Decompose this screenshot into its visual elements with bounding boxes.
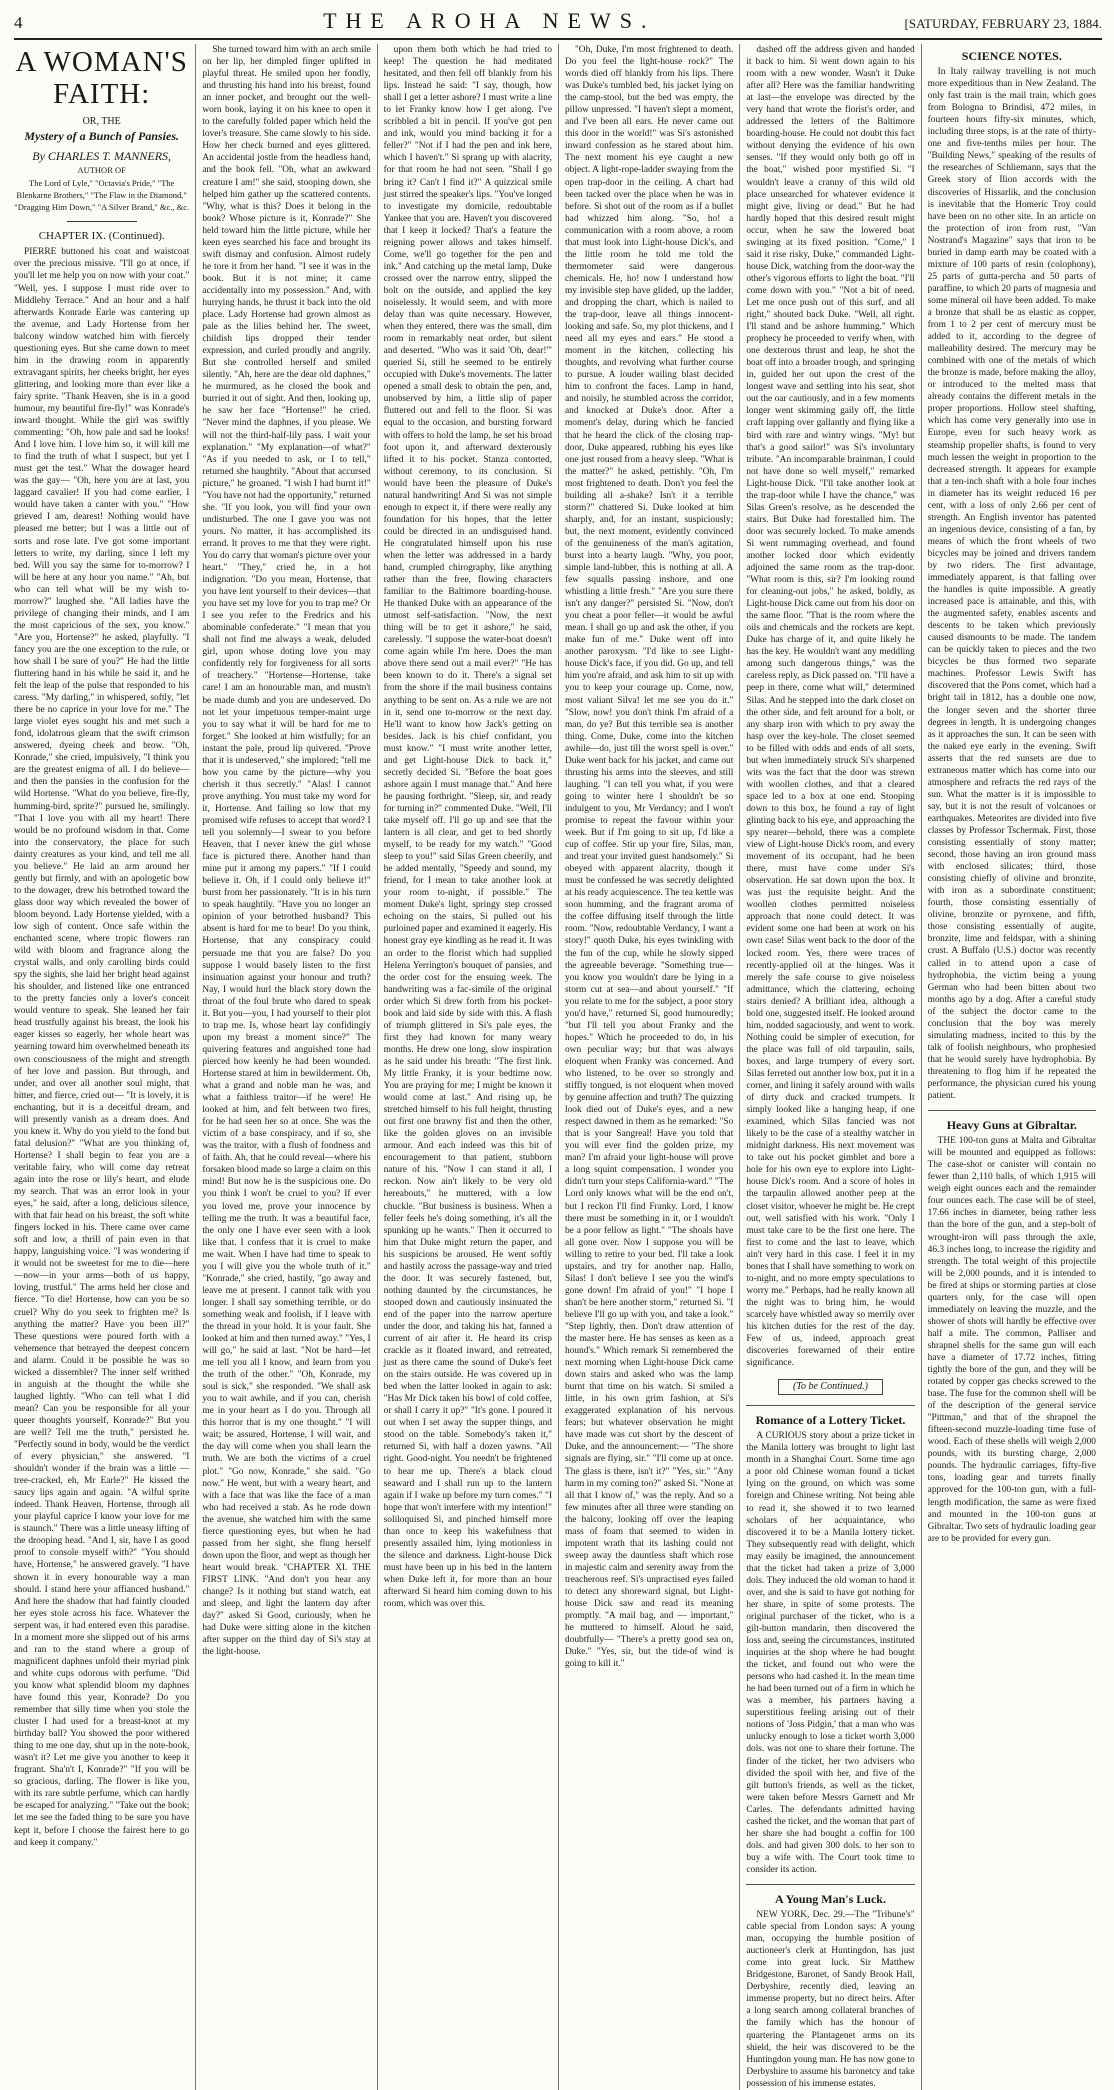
story-body-col5: dashed off the address given and handed it back to him. Si went down again to his room with a new wonder. Wasn't it Duke after all? Here was the familiar handwriting at last—the envelope was directed by the very hand that wrote the florist's order, and addressed the letters of the Baltimore boarding-house. He could not doubt this fact without denying the evidence of his own senses. "If they would only both go off in the boat," wished poor mystified Si. "I wouldn't leave a cranny of this wild old place unsearched for whatever evidence it might give, living or dead." But he had hardly hoped that this desired result might occur, when he saw the lowered boat swinging at its fixed position. "Come," I said it rise risky, Duke," commanded Light-house Dick, watching from the door-way the other's vigorous efforts to light the boat. "I'll come down with you." "Not a bit of need. Let me once push out of this surf, and all right," shouted back Duke. "Well, all right. I'll stand and be ashore humming." Which prophecy he proceeded to verify when, with one dexterous thrust and leap, he shot the boat off into a broader trough, and springing in, guided her out upon the crest of the longest wave and settling into his seat, shot out the oar cautiously, and in a few moments longer went skimming gaily off, the little craft lapping over gallantly and flying like a bird with rare and wintry wings. "My! but that's a good sailor!" was Si's involuntary tribute. "An incomparable brainman, I could not have done so well myself," remarked Light-house Dick. "I'll take another look at the trap-door while I have the chance," was Silas Green's resolve, as he descended the stairs. But Duke had forestalled him. The door was securely locked. To make amends Si went rummaging overhead, and found another locked door which evidently adjoined the same room as the trap-door. "What room is this, sir? I'm looking round for cleaning-out jobs," he asked, boldly, as Light-house Dick came out from his door on the same floor. "That is the room where the oils and chemicals and the rockets are kept. Duke has charge of it, and quite likely he has the key. He wouldn't want any meddling among such dangerous things," was the careless reply, as Dick passed on. "I'll have a peep in there, come what will," determined Silas. And he stepped into the dark closet on the other side, and felt around for a bolt, or any sharp iron with which to pry away the hasp over the key-hole. The closet seemed to be filled with odds and ends of all sorts, but when immediately struck Si's sharpened wits was the fact that the door was strewn with woollen clothes, and that a cleared space led to a box at one end. Stooping down to this box, he found a ray of light glinting back to his eye, and approaching the spy nearer—behold, there was a complete view of Light-house Dick's room, and every movement of its occupant, had he been there, must have come under Si's observation. He sat down upon the box. It was just the requisite height. And the woollen clothes permitted noiseless approach that none could detect. It was evident some one had been at work on his own case! Silas went back to the door of the locked room. Yes, there were traces of recently-applied oil at the hinges. Was it merely the safe course to give noiseless admittance, which the clattering, echoing stairs denied? A brilliant idea, although a bold one, suggested itself. He looked around him, nodded sagaciously, and went to work. Nothing could be simpler of execution, for the place was full of old tarpaulin, sails, boxes, and large trumpery of every sort. Silas ferreted out another low box, put it in a corner, and lining it safely around with walls of dirty duck and cracked trumpets. It simply looked like a hanging heap, if one examined, which Silas fancied was not likely to be the case of a stealthy watcher in midnight darkness. His next movement was to take out his pocket gimblet and bore a hole for his own eye to explore into Light-house Dick's room. And a score of holes in the tarpaulin allowed another peep at the closet visitor, whoever he might be. He crept out, well satisfied with his work. "Only I must take care to be the first one here. The first to come and the last to leave, which ain't very hard in this case. I feel it in my bones that I shall have something to work on to-night, and no more empty speculations to worry me." Perhaps, had he really known all the night was to bring him, he would scarcely have whistled away so merrily over his kitchen duties for the rest of the day. Few of us, indeed, approach great discoveries forewarned of their entire significance. bbox=[746, 45, 915, 1369]
story-body-col2: She turned toward him with an arch smile on her lip, her dimpled finger uplifted in playful threat. He smiled upon her fondly, and thrusting his hand into his breast, found an inner pocket, and brought out the well-worn book, laying it on his knee to open it to the carefully folded paper which held the lover's treasure. She came slowly to his side. How her check burned and eyes glittered. An accidental jostle from the headless hand, and the book fell. "Oh, what an awkward creature I am!" she said, stooping down, she helped him gather up the scattered contents. "Why, what is this? Does it belong in the book? Whose picture is it, Konrade?" She held toward him the little picture, while her keen eyes searched his face and brought its swift dismay and confusion. Almost rudely he tore it from her hand. "I see it was in the book. But it is not mine; it came accidentally into my possession." And, with hurrying hands, he thrust it back into the old place. Lady Hortense had grown almost as pale as the lilies behind her. The sweet, childish lips dropped their tender expression, and curled proudly and angrily. But she controlled herself and smiled silently. "Ah, here are the dear old daphnes," he murmured, as he closed the book and burried it out of sight. And then, looking up, he saw her face "Hortense!" he cried. "Never mind the daphnes, if you please. We will not the third-half-lily pass. I wait your explanation." "My explanation—of what?" "As if you needed to ask, or I to tell," returned she haughtily. "About that accursed picture," he groaned. "I wish I had burnt it!" "You have not had the opportunity," returned she. "If you look, you will find your own undisturbed. The one I gave you was not yours. No matter, it has accomplished its errand. It proves to me that they were right. You do carry that woman's picture over your heart." "They," cried he, in a hot indignation. "Do you mean, Hortense, that you have lent yourself to their devices—that you have set my love for you to trap me? Or I see you refer to the Fredrics and his abominable confederate." "I mean that you shall not find me always a weak, deluded girl, upon whose doting love you may confidently rely for forgiveness for all sorts of treachery." "Hortense—Hortense, take care! I am an honourable man, and mustn't be made dumb and you are undeserved. Do not let your impetuous temper-maint urge you to say what it will be hard for me to forget." She looked at him wistfully; for an instant the pale, proud lip quivered. "Prove that it is undeserved," she implored; "tell me how you came by the picture—why you cherish it thus secretly." "Alas! I cannot prove anything. You must take my word for it, Hortense. And failing so low that my promised wife refuses to accept that word? I tell you solemnly—I swear to you before Heaven, that I never knew the girl whose face is pictured there. Another hand than mine put it among my papers." "If I could believe it. Oh, if I could only believe it!" burst from her passionately. "It is in his turn to speak haughtily. "Have you no longer an opinion of your betrothed husband? This absent is hard for me to bear! Do you think, Hortense, that any conspiracy could persuade me that you are false? Do you suppose I would basely listen to the first insinuation against your honour and truth? Nay, I would hurl the black story down the throat of the foul brute who dared to speak it. But you—you, I had yourself to their plot to trap me. Is, whose heart lay confidingly upon my breast a moment since?" The quivering features and anguished tone had pierced how keenly he had been wounded. Hortense stared at him in bewilderment. Oh, what a grand and noble man he was, and what a faithless traitor—if he were! He looked at him, and felt between two fires, for he had seen her so at once. She was the victim of a base conspiracy, and if so, she was the traitor, with a flush of fondness and of faith. Ah, that he could reveal—where his forsaken blood made so large a claim on this mind! But now he is the suspicious one. Do you think I won't be cruel to you? If ever you loved me, prove your innocence by telling me the truth. It was a beautiful face, the only one I have ever seen with a look like that. I confess that it is cruel to make me wait. When I have had time to speak to you I will give you the whole truth of it." "Konrade," she cried, hastily, "go away and leave me at present. I cannot talk with you longer. I shall say something terrible, or do something weak and foolish, if I leave with the thread in your hold. It is your fault. She looked at him and then turned away." "Yes, I will go," he said at last. "Not be hard—let me tell you all I know, and learn from you the truth of the other." "Oh, Konrade, my soul is sick," she responded. "We shall ask you to wait awhile, and if you can, cherish me in your heart as I do you. Through all this horror that is my one thought." "I will wait; be assured, Hortense, I will wait, and the day will come when you shall learn the truth. We are both the victims of a cruel plot." "Go now, Konrade," she said. "Go now." He went, but with a weary heart, and with a face that was like the face of a man who had received a stab. As he rode down the avenue, she watched him with the same fierce questioning eyes, but when he had passed from her sight, she flung herself down upon the floor, and wept as though her heart would break. "CHAPTER XI. THE FIRST LINK. "And don't you hear any change? Is it nothing but stand watch, eat and sleep, and light the lantern day after day?" asked Si Good, curiously, when he had Duke were sitting alone in the kitchen after supper on the third day of Si's stay at the light-house. bbox=[202, 45, 371, 1658]
divider bbox=[746, 1884, 914, 1885]
column-5 bbox=[739, 44, 920, 2090]
column-4 bbox=[558, 44, 739, 2090]
science-body: In Italy railway travelling is not much more expeditious than in New Zealand. The only fast train is the mail train, which goes from Bologna to Brindisi, 472 miles, in fourteen hours fifty-six minutes, which, including three stops, is at the rate of thirty-one and five-tenths miles per hour. The "Building News," speaking of the results of the researches of Schliemann, says that the Greek story of Ilion accords with the discoveries of Hissarlik, and the conclusion is inevitable that the Homeric Troy could have been on no other site. In an article on the protection of iron from rust, "Van Nostrand's Magazine" says that iron to be buried in damp earth may be coated with a mixture of 100 parts of resin (colophony), 25 parts of gutta-percha and 50 parts of paraffine, to which 20 parts of magnesia and some mineral oil have been added. To make a bronze that shall be as elastic as copper, from 1 to 2 per cent of mercury must be added to it, according to the degree of malleability desired. The mercury may be combined with one of the metals of which the bronze is made, before making the alloy, or introduced to the melted mass that already contains the different metals in the proper proportions. Hollow steel shafting, which has come very generally into use in Europe, even for such heavy work as steamship propeller shafts, is found to very much lessen the weight in proportion to the decreased strength. It appears for example that a ten-inch shaft with a hole four inches in diameter has its weight reduced 16 per cent, with a loss of only 2.66 per cent of strength. An English inventor has patented an ingenious device, consisting of a fan, by means of which the front wheels of two bicycles may be joined and drivers tandem by two riders. The first advantage, immediately apparent, is that falling over the handles is quite impossible. A greatly increased pace is attainable, and this, with the augmented safety, enables ascents and descents to be taken which previously caused dismounts to be made. The tandem can be quickly taken to pieces and the two bicycles be thus formed two separate machines. Professor Lewis Swift has discovered that the Pons comet, which had a bright tail in 1812, has a double one now, the longer seven and the shorter three degrees in length. It is undergoing changes as it approaches the sun. It can be seen with the naked eye early in the evening. Swift asserts that the red sunsets are due to extraneous matter which has come into our atmosphere and refracts the red rays of the sun. What the matter is it is impossible to say, but it is not the result of volcanoes or earthquakes. Meteorites are divided into five classes by Professor Tschermak. First, those consisting essentially of stony matter; second, those having an iron ground mass with enclosed silicates; third, those consisting chiefly of olivine and bronzite, with iron as a subordinate constituent; fourth, those consisting essentially of olivine, bronzite or pyroxene, and fifth, those consisting essentially of augite, bronzite, lime and feldspar, with a shining crust. A Buffalo (U.S.) doctor was recently called in to attend upon a case of hydrophobia, the victim being a young German who had been bitten about two months ago by a dog. After a careful study of the subject the doctor came to the conclusion that the boy was merely simulating madness, incited to this by the talk of foolish neighbours, who prophesied that he would surely have hydrophobia. By threatening to flog him if he repeated the performance, the physician cured his young patient. bbox=[927, 67, 1096, 1102]
to-be-continued: (To be Continued.) bbox=[778, 1379, 883, 1395]
story-body-col3: upon them both which he had tried to keep! The question he had meditated hesitated, and then fell off blankly from his lips. Instead he said: "I say, though, how shall I get a letter ashore? I must write a line to let Franky know how I get along. I've scribbled a bit in pencil. If you've got pen and ink, would you mind backing it for a feller?" "Not if I had the pen and ink here, which I haven't." Si sprang up with alacrity, for that room he had not seen. "Shall I go bring it? Can't I find it?" A quizzical smile just stirred the speaker's lips. "You've longed to investigate my domicile, redoubtable Yankee that you are. Haven't you discovered that I keep it locked? That's a feature the reigning power allows and takes himself. Come, we'll go together for the pen and ink." And catching up the metal lamp, Duke crossed over the narrow entry, slipped the bolt on the outside, and applied the key noiselessly. It would seem, and with more delay than was quite necessary. However, when they entered, there was the small, dim room in remarkably neat order, but silent and deserted. "Who was it said 'Oh, dear!'" queried Si, still he seemed to be entirely occupied with Duke's movements. The latter opened a small desk to obtain the pen, and, unobserved by him, a little slip of paper fluttered out and fell to the floor. Si was equal to the occasion, and bursting forward with offers to hold the lamp, he set his broad foot upon it, and afterward dexterously lifted it to his pocket. Stanza contorted, without ceremony, to its conclusion. Si would have been the pleasure of Duke's natural handwriting! And Si was not simple enough to expect it, if there were really any foundation for his hopes, that the letter could be directed in an undisguised hand. He congratulated himself upon his ruse when the letter was addressed in a hardy hand, crumpled chirography, like anything rather than the free, flowing characters familiar to the Baltimore boarding-house. He thanked Duke with an appearance of the utmost self-satisfaction. "Now, the next thing will be to get it ashore," he said, carelessly. "I suppose the water-boat doesn't come again while I'm here. Does the man above there send out a mail ever?" "He has been known to do it. There's a signal set from the shore if the mail business contains anything to be sent on. As a rule we are not in it, send one to-morrow or the next day. He'll want to know how Jack's getting on besides. Jack is his chief confidant, you must know." "I must write another letter, and get Light-house Dick to back it," secretly decided Si. "Before the boat goes ashore again I must manage that." And here he pausing forthright. "Sleep, sir, and ready for turning in?" commented Duke. "Well, I'll take myself off. I'll go up and see that the lantern is all clear, and get to bed shortly myself, to be ready for my watch." "Good sleep to you!" said Silas Green cheerily, and he added mentally, "Speedy and sound, my friend, for I mean to take another look at your room to-night, if possible." The moment Duke's light, springy step crossed echoing on the stairs, Si pulled out his purloined paper and examined it eagerly. His honest gray eye kindling as he read it. It was an order to the florist which had supplied Helena Yerrington's bouquet of pansies, and the order cost for the ensuing week. The handwriting was a fac-simile of the original order which Si drew forth from his pocket-book and laid side by side with this. A flash of triumph glittered in Si's pale eyes, the first they had known for many weary months. He drew one long, slow inspiration as he said under his breath: "The first link. My little Franky, it is your bedtime now. You are praying for me; I might be known it would come at last." And rising up, he stretched himself to his full height, thrusting out first one brawny fist and then the other, like the golden gloves on an invisible armour. And each indeed was this bit of encouragement to that patient, stubborn nature of his. "Now I can stand it all, I reckon. Now ain't likely to be very old hereabouts," he muttered, with a low chuckle. "But business is business. When a feller feels he's doing something, it's all the spunking up he wants." Then it occurred to him that Duke might return the paper, and his suspicions be aroused. He went softly and hastily across the passage-way and tried the door. It was securely fastened, but, nothing daunted by the circumstances, he stooped down and cautiously insinuated the end of the paper into the narrow aperture under the door, and taking his hat, fanned a current of air after it. He heard its crisp crackle as it floated inward, and retreated, just as there came the sound of Duke's feet on the stairs outside. He was covered up in bed when the latter looked in again to ask: "Has Mr Dick taken his bowl of cold coffee, or shall I carry it up?" "It's gone. I poured it out when I set away the supper things, and stood on the table. Somebody's taken it," returned Si, with half a dozen yawns. "All right. Good-night. You needn't be frightened to hear me up. There's a black cloud seaward and I shall run up to the lantern again if I wake up before my turn comes." "I hope that won't interfere with my intention!" soliloquised Si, and pinched himself more than once to keep his wakefulness that presently assailed him, lying motionless in the silence and darkness. Light-house Dick must have been up in his bed in the lantern when Duke left it, for more than an hour afterward Si heard him coming down to his room, which was over this. bbox=[383, 45, 552, 1610]
story-author-of: AUTHOR OF bbox=[77, 165, 126, 176]
young-man-body: NEW YORK, Dec. 29.—The "Tribune's" cable special from London says: A young man, occupying the humble position of auctioneer's clerk at Huntingdon, has just come into great luck. Sir Matthew Bridgestone, Baronet, of Sandy Brook Hall, Derbyshire, recently died, leaving an immense property, but no direct heirs. After a long search among collateral branches of the family which has the honour of quartering the Plantagenet arms on its shield, the heir was discovered to be the Huntingdon young man. He has now gone to Derbyshire to assume his baronetcy and take possession of his immense estates. bbox=[746, 1910, 915, 2089]
column-2 bbox=[195, 44, 376, 2090]
gibraltar-heading: Heavy Guns at Gibraltar. bbox=[946, 1118, 1077, 1133]
page-number: 4 bbox=[14, 13, 23, 32]
science-heading: SCIENCE NOTES. bbox=[961, 49, 1062, 63]
columns bbox=[14, 44, 1102, 2089]
gibraltar-body: THE 100-ton guns at Malta and Gibraltar will be mounted and equipped as follows: The case-shot or canister will contain no fewer than 2,110 balls, of which 1,915 will weigh eight ounces each and the remainder four ounces each. The case will be of steel, 17.66 inches in diameter, being rather less than the bore of the gun, and a step-bolt of wrought-iron will pass through the axle, 46.3 inches long, to increase the rigidity and strength. The total weight of this projectile will be 2,000 pounds, and it is intended to be fired at ships or storming parties at close quarters only, for the case will open immediately on leaving the muzzle, and the shower of shots will hardly be effective over half a mile. The common, Palliser and shrapnel shells for the same gun will each have a diameter of 17.72 inches, fitting tightly the bore of the gun, and they will be rotated by copper gas checks screwed to the base. The fuse for the common shell will be of the description of the general service "Pittman," and that of the shrapnel the fifteen-second muzzle-loading time fuse of wood. Each of these shells will weigh 2,000 pounds, with its bursting charge, 2,000 pounds. The hydraulic carriages, fifty-five tons, loading gear and turrets finally approved for the 100-ton gun, with a full-length modification, the same as were fixed and mounted in the 100-ton guns at Gibraltar. Two sets of hydraulic loading gear are to be provided for every gun. bbox=[927, 1136, 1096, 1544]
chapter-heading: CHAPTER IX. (Continued). bbox=[38, 230, 165, 243]
divider bbox=[67, 221, 137, 222]
issue-date: [SATURDAY, FEBRUARY 23, 1884. bbox=[904, 16, 1102, 31]
newspaper-title: THE AROHA NEWS. bbox=[323, 8, 656, 33]
romance-heading: Romance of a Lottery Ticket. bbox=[755, 1413, 906, 1428]
story-title: A WOMAN'S FAITH: bbox=[15, 46, 188, 110]
divider bbox=[746, 1405, 914, 1406]
column-6 bbox=[921, 44, 1102, 2090]
masthead bbox=[14, 8, 1102, 40]
romance-body: A CURIOUS story about a prize ticket in the Manila lottery was brought to light last month in a Shanghai Court. Some time ago a poor old Chinese woman found a ticket lying on the ground, on which was some foreign and Chinese writing. Not being able to read it, she showed it to two learned scholars of her acquaintance, who discovered it to be a Manila lottery ticket. They subsequently read with delight, which may easily be imagined, the announcement that the ticket had taken a prize of 3,000 dols. They induced the old woman to hand it over, and she is said to have got nothing for her share, in spite of some protests. The original purchaser of the ticket, who is a gilt-button mandarin, then discovered the loss and, seeing the circumstances, instituted inquiries at the shop where he had bought the ticket, and found out who were the persons who had cashed it. In the mean time he had been turned out of a firm in which he was a member, his partners having a superstitious feeling arising out of their notions of 'Joss Pidgin,' that a man who was unlucky enough to lose a ticket worth 3,000 dols. was not one to share their fortune. The finder of the ticket, her two advisers who divided the spoil with her, and five of the gilt button's friends, as well as the ticket, were taken before Messrs Garnett and Mr Carles. The defendants admitted having cashed the ticket, and the woman that part of her share she had bought a coffin for 100 dols. and had given 300 dols. to her son to buy a wife with. The Court took time to consider its action. bbox=[746, 1431, 915, 1875]
story-body-col4: "Oh, Duke, I'm most frightened to death. Do you feel the light-house rock?" The words died off blankly from his lips. There was Duke's tumbled bed, his jacket lying on the camp-stool, but the bed was empty, the pillow unpressed. "I haven't slept a moment, and I've been all ears. He never came out this door in the world!" was Si's astonished inward confession as he stared about him. The next moment his eye caught a new object. A light-rope-ladder swaying from the open trap-door in the ceiling. A chart had been tacked over the place when he was in before. Si shot out of the room as if a bullet had whizzed him along. "So, ho! a communication with a room above, a room that must look into Light-house Dick's, and the little room he told me told the thermometer said were dangerous chemicals. He, ho! now I understand how my invisible step have glided, up the ladder, and dropping the chart, which is nailed to the trap-door, leave all things innocent-looking and safe. So, my plot thickens, and I need all my eyes and ears." He stood a moment in the kitchen, collecting his thoughts, and revolving what further course to pursue. A louder wailing blast decided him to confront the faces. Lamp in hand, and noisily, he stumbled across the corridor, and knocked at Duke's door. After a moment's delay, during which he fancied that he heard the click of the closing trap-door, Duke appeared, rubbing his eyes like one just roused from a heavy sleep. "What is the matter?" he asked, pettishly. "Oh, I'm most frightened to death. Don't you feel the building all a-shake? Isn't it a terrible storm?" chattered Si. Duke looked at him sharply, and, for an instant, suspiciously; but, the next moment, evidently convinced of the genuineness of the man's agitation, burst into a hearty laugh. "Why, you poor, simple land-lubber, this is nothing at all. A few squalls passing inshore, and one whistling a little fresh." "Are you sure there isn't any danger?" persisted Si. "Now, don't you cheat a poor feller—it would be awful mean. I shall go up and ask the other, if you make fun of me." Duke went off into another paroxysm. "I'd like to see Light-house Dick's face, if you did. Go up, and tell him you're afraid, and ask him to sit up with you to keep your courage up. Come, now, most valiant Silva! let me see you do it." "Slow, now! you don't think I'm afraid of a man, do ye? But this terrible sea is another thing. Come, Duke, come into the kitchen awhile—do, just till the worst spell is over." Duke went back for his jacket, and came out thrusting his arms into the sleeves, and still laughing. "I can tell you what, if you were going to winter here I shouldn't be so indulgent to you, Mr Verdancy; and I won't promise to repeat the favour within your week. But if I'm going to sit up, I'd like a cup of coffee. Stir up your fire, Silas, man, and treat your invited guest handsomely." Si obeyed with apparent alacrity, though it must be confessed he was secretly delighted at his ready acquiescence. The tea kettle was soon humming, and the fragrant aroma of the coffee diffusing itself through the little room. "Now, redoubtable Verdancy, I want a story!" quoth Duke, his eyes twinkling with the fun of the cup, while he slowly sipped the agreeable beverage. "Something true—you know you wouldn't dare be lying in a storm cut at sea—and about yourself." "If you relate to me for the subject, a poor story you'd have," returned Si, good humouredly; "but I'll tell you about Franky and the hopes." Which he proceeded to do, in his own peculiar way; but that was always eloquent when Franky was concerned. And who listened, to be over so strongly and stiffly tongued, is not eloquent when moved by genuine affection and truth? The quizzing look died out of Duke's eyes, and a new respect dawned in them as he remarked: "So that is your Sangreal! Have you told that you will ever find the golden prize, my man? I'm afraid your light-house will prove a long squint compensation. I wonder you didn't turn your steps California-ward." "The Lord only knows what will be the end on't, but I reckon I'll find Franky. Lord, I know there must be something in it, or I wouldn't be a poor fellow as light." "The shoals have all gone over. Now I suppose you will be willing to retire to your bed. I'll take a look upstairs, and try for another nap. Hallo, Silas! I don't believe I see you the wind's gone down! I'm afraid of you!" "I hope I shan't be here another storm," returned Si. "I believe I'll go up with you, and take a look." "Step lightly, then. Don't draw attention of the master here. He has senses as keen as a hound's." Which remark Si remembered the next morning when Light-house Dick came down stairs and asked who was the lamp burnt that time on his watch. Si smiled a little, in his own grim fashion, at Si's exaggerated explanation of his nervous fears; but whatever observation he might have made was cut short by the descent of Duke, and the announcement:— "The shore signals are flying, sir." "I'll come up at once. The glass is there, isn't it?" "Yes, sir." "Any harm in my coming too?" asked Si. "None at all that I know of," was the reply. And so a few minutes after all three were standing on the balcony, looking off over the leaping mass of foam that seemed to widen in impotent wrath that its lashing could not sweep away the dauntless shaft which rose in majestic calm and serenity away from the treacherous reef. Si's unpractised eyes failed to detect any shoreward signal, but Light-house Dick saw and read its meaning promptly. "A mail bag, and — important," he muttered to himself. Aloud he said, doubtfully— "There's a pretty good sea on, Duke." "Yes, sir, but the tide-of wind is going to kill it." bbox=[564, 45, 734, 1670]
column-3 bbox=[377, 44, 558, 2090]
story-body-col1: PIERRE buttoned his coat and waistcoat over the precious missive. "I'll go at once, if you'll let me help you on now with your coat." "Well, yes. I suppose I must ride over to Middleby Terrace." And an hour and a half afterwards Konrade Earle was cantering up the avenue, and Lady Hortense from her balcony window watched him with fiercely questioning eyes. But she came down to meet him in the drawing room in apparently extravagant spirits, her cheeks bright, her eyes glittering, and looking more than ever like a fairy sprite. "Thank Heaven, she is in a good humour, my beautiful fire-fly!" was Konrade's inward thought. While the girl was swiftly commenting: "Oh, how pale and sad he looks! And I love him. I love him so, it will kill me to find the truth of what I suspect, but yet I must get the test." What the dowager heard was the gay— "Oh, here you are at last, you laggard cavalier! If you had come earlier, I would have taken a canter with you." "How grieved I am, dearest! Nothing would have pleased me better; but I was a little out of sorts and rose late. I've got some important letters to write, my darling, since I left my bed. Will you say the same for to-morrow? I will be here at any hour you name." "Ah, but who can tell what will be my wish to-morrow?" laughed she. "All ladies have the privilege of changing their minds, and I am the most capricious of the sex, you know." "Are you, Hortense?" he asked, playfully. "I fancy you are the one exception to the rule, or how shall I be sure of you?" He had the little fluttering hand in his while he said it, and he felt the leap of the pulse that responded to his caress. "My darling," in whispered, softly, "let there be no caprice in your love for me." The large violet eyes sought his and met such a fond, idolatrous gleam that the swift crimson answered, dyeing cheek and brow. "Oh, Konrade," she cried, impulsively, "I think you are the greatest enigma of all. I do believe—and then the pansies in the confusion for the wild Hortense. "What do you believe, fire-fly, humming-bird, sprite?" pursued he, smilingly. "That I love you with all my heart! There would be no profound wisdom in that. Come into the conservatory, the place for such dainty creatures as your kind, and tell me all you believe." He laid an arm around her gently but firmly, and with an apologetic bow to the dowager, drew his betrothed toward the glass door way which revealed the bower of bloom beyond. Lady Hortense yielded, with a low sigh of content. Once safe within the enchanted scene, where tropic flowers ran wild with bloom and fragrance along the crystal walls, and only carolling birds could spy the sights, she laid her bright head against his shoulder, and listened like one entranced to the pretty fancies only a lover's conceit would venture to speak. She leaned her fair head trustfully against his breast, the look his eager kisses so eagerly, her whole heart was yearning toward him overwhelmed beneath its own consciousness of the might and strength of her love and passion. But through, and under, and over all another soul might, that bitter, and fierce, cried out— "It is lovely, it is enchanting, but it is a deceitful dream, and will presently vanish as a dream does. And you knew it. Why do you yield to the fond but fatal delusion?" "What are you thinking of, Hortense? I shall begin to fear you are a veritable fairy, who will come day retreat again into the rose or lily's heart, and elude my search. That was an error look in your eyes," he said, after a long, delicious silence, with that fair head on his breast, the soft white fingers locked in his. There came over came soft and low, a thrill of pain even in that happy, languishing voice. "I was wondering if it would not be sweetest for me to die—here—now—in your arms—both of us happy, loving, trustful." The arms held her close and fierce. "To die! Hortense, how can you be so cruel? Why do you seek to frighten me? Is anything the matter? Have you been ill?" These questions were poured forth with a vehemence that betrayed the deepest concern and alarm. Could it be possible he was so wicked a dissembler? The inner self writhed in anguish at the thought the while she laughed lightly. "Who can tell what I did mean? Can you be responsible for all your queer thoughts yourself, Konrade?" But you are well? Tell me the truth," persisted he. "Perfectly sound in body, would be the verdict of every physician," she answered. "I shouldn't wonder if the brain was a little —tree-cracked, eh, Mr Earle?" He kissed the saucy lips again and again. "A wilful sprite indeed. Thank Heaven, Hortense, through all your playful caprice I know your love for me is staunch." There was a little uneasy lifting of the drooping head. "And I, sir, have I as good proof to console myself with?" "You should have, Hortense," he answered gravely. "I have shown it in every honourable way a man should. I stand here your affianced husband." And here the shadow that had faintly clouded her eyes stole across his face. Whatever the serpent was, it had entered even this paradise. In a moment more she slipped out of his arms and ran to the stand where a group of magnificent daphnes unfold their myriad pink and white cups odorous with perfume. "Did you know what splendid bloom my daphnes have found this year, Konrade? Do you remember that silly time when you stole the cluster I had used for a breast-knot at my birthday ball? You showed the poor withered thing to me one day, shut up in the note-book, wasn't it? Let me give you another to keep it fragrant. Sha'n't I, Konrade?" "If you will be so gracious, darling. The flower is like you, with its rare subtle perfume, which can hardly be escaped for analyzing." "Take out the book; let me see the faded thing to be sure you have kept it, before I choose the fairest here to go and keep it company." bbox=[14, 247, 190, 1848]
divider bbox=[928, 1110, 1096, 1111]
story-credits: The Lord of Lyle," "Octavia's Pride," "The Blenkarne Brothers," "The Flaw in the Diamond," "Dragging Him Down," "A Silver Brand," &c., &c. bbox=[14, 178, 190, 213]
story-or-the: OR, THE bbox=[82, 116, 121, 127]
column-1 bbox=[14, 44, 195, 2090]
story-byline: By CHARLES T. MANNERS, bbox=[32, 149, 172, 164]
young-man-heading: A Young Man's Luck. bbox=[775, 1891, 886, 1906]
story-subtitle: Mystery of a Bunch of Pansies. bbox=[24, 129, 179, 144]
